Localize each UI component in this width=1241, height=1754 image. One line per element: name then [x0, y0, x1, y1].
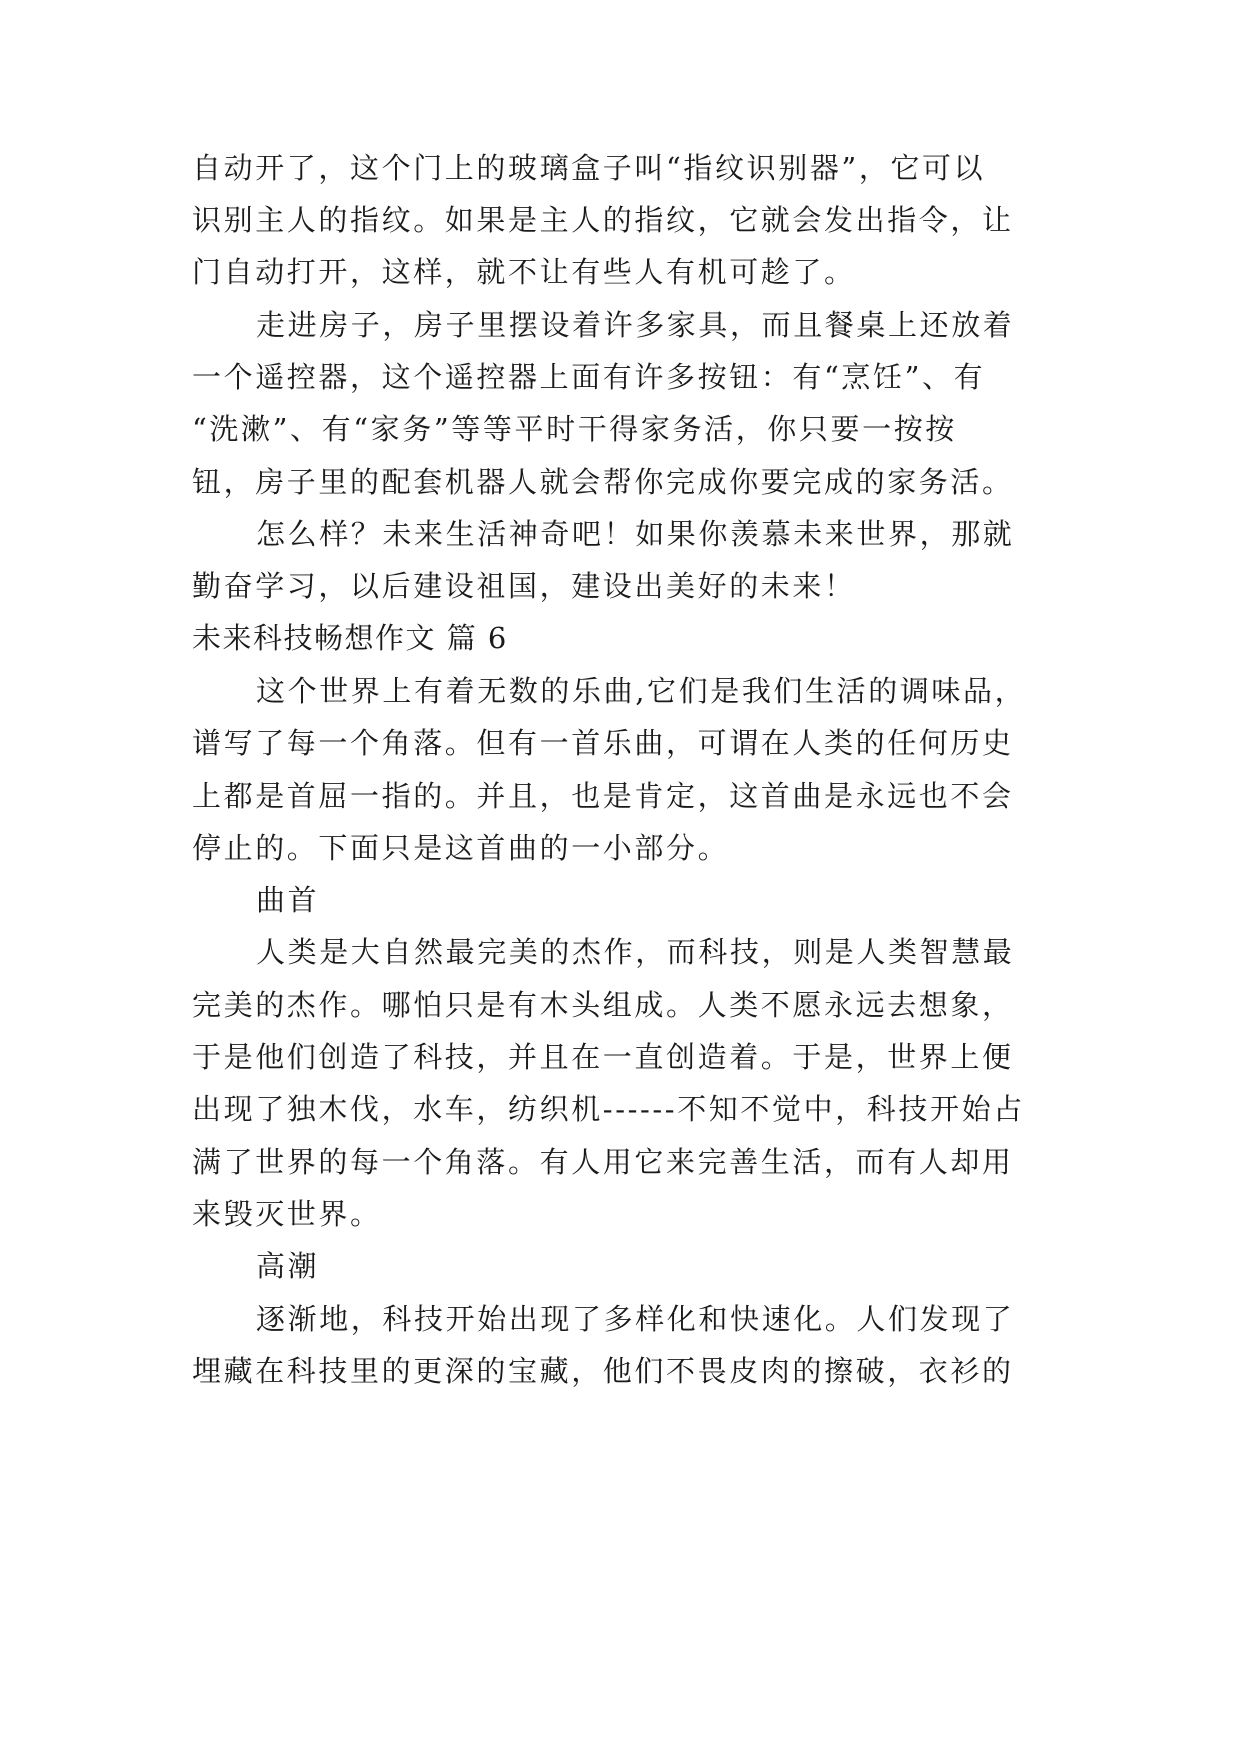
paragraph-first-line: 怎么样？未来生活神奇吧！如果你羡慕未来世界，那就 — [256, 517, 1015, 551]
subheading: 高潮 — [256, 1249, 320, 1283]
paragraph-first-line: 走进房子，房子里摆设着许多家具，而且餐桌上还放着 — [256, 308, 1015, 342]
text-line: 识别主人的指纹。如果是主人的指纹，它就会发出指令，让 — [192, 203, 1014, 237]
subheading: 曲首 — [256, 883, 320, 917]
text-line: 完美的杰作。哪怕只是有木头组成。人类不愿永远去想象， — [192, 988, 1014, 1022]
text-line: 埋藏在科技里的更深的宝藏，他们不畏皮肉的擦破，衣衫的 — [192, 1354, 1014, 1388]
paragraph-first-line: 这个世界上有着无数的乐曲,它们是我们生活的调味品， — [256, 674, 1027, 708]
text-line: 谱写了每一个角落。但有一首乐曲，可谓在人类的任何历史 — [192, 726, 1014, 760]
text-line: 门自动打开，这样，就不让有些人有机可趁了。 — [192, 255, 856, 289]
text-line: 于是他们创造了科技，并且在一直创造着。于是，世界上便 — [192, 1040, 1014, 1074]
text-line: 一个遥控器，这个遥控器上面有许多按钮：有“烹饪”、有 — [192, 360, 986, 394]
text-line: 停止的。下面只是这首曲的一小部分。 — [192, 831, 730, 865]
paragraph-first-line: 人类是大自然最完美的杰作，而科技，则是人类智慧最 — [256, 935, 1015, 969]
text-line: “洗漱”、有“家务”等等平时干得家务活，你只要一按按 — [192, 412, 957, 446]
section-title: 未来科技畅想作文 篇 6 — [192, 621, 508, 655]
text-line: 自动开了，这个门上的玻璃盒子叫“指纹识别器”，它可以 — [192, 151, 986, 185]
text-line: 来毁灭世界。 — [192, 1197, 382, 1231]
text-line: 出现了独木伐，水车，纺织机------不知不觉中，科技开始占 — [192, 1092, 1025, 1126]
text-line: 上都是首屈一指的。并且，也是肯定，这首曲是永远也不会 — [192, 779, 1014, 813]
text-line: 满了世界的每一个角落。有人用它来完善生活，而有人却用 — [192, 1145, 1014, 1179]
text-line: 勤奋学习，以后建设祖国，建设出美好的未来！ — [192, 569, 856, 603]
paragraph-first-line: 逐渐地，科技开始出现了多样化和快速化。人们发现了 — [256, 1302, 1015, 1336]
text-line: 钮，房子里的配套机器人就会帮你完成你要完成的家务活。 — [192, 465, 1014, 499]
